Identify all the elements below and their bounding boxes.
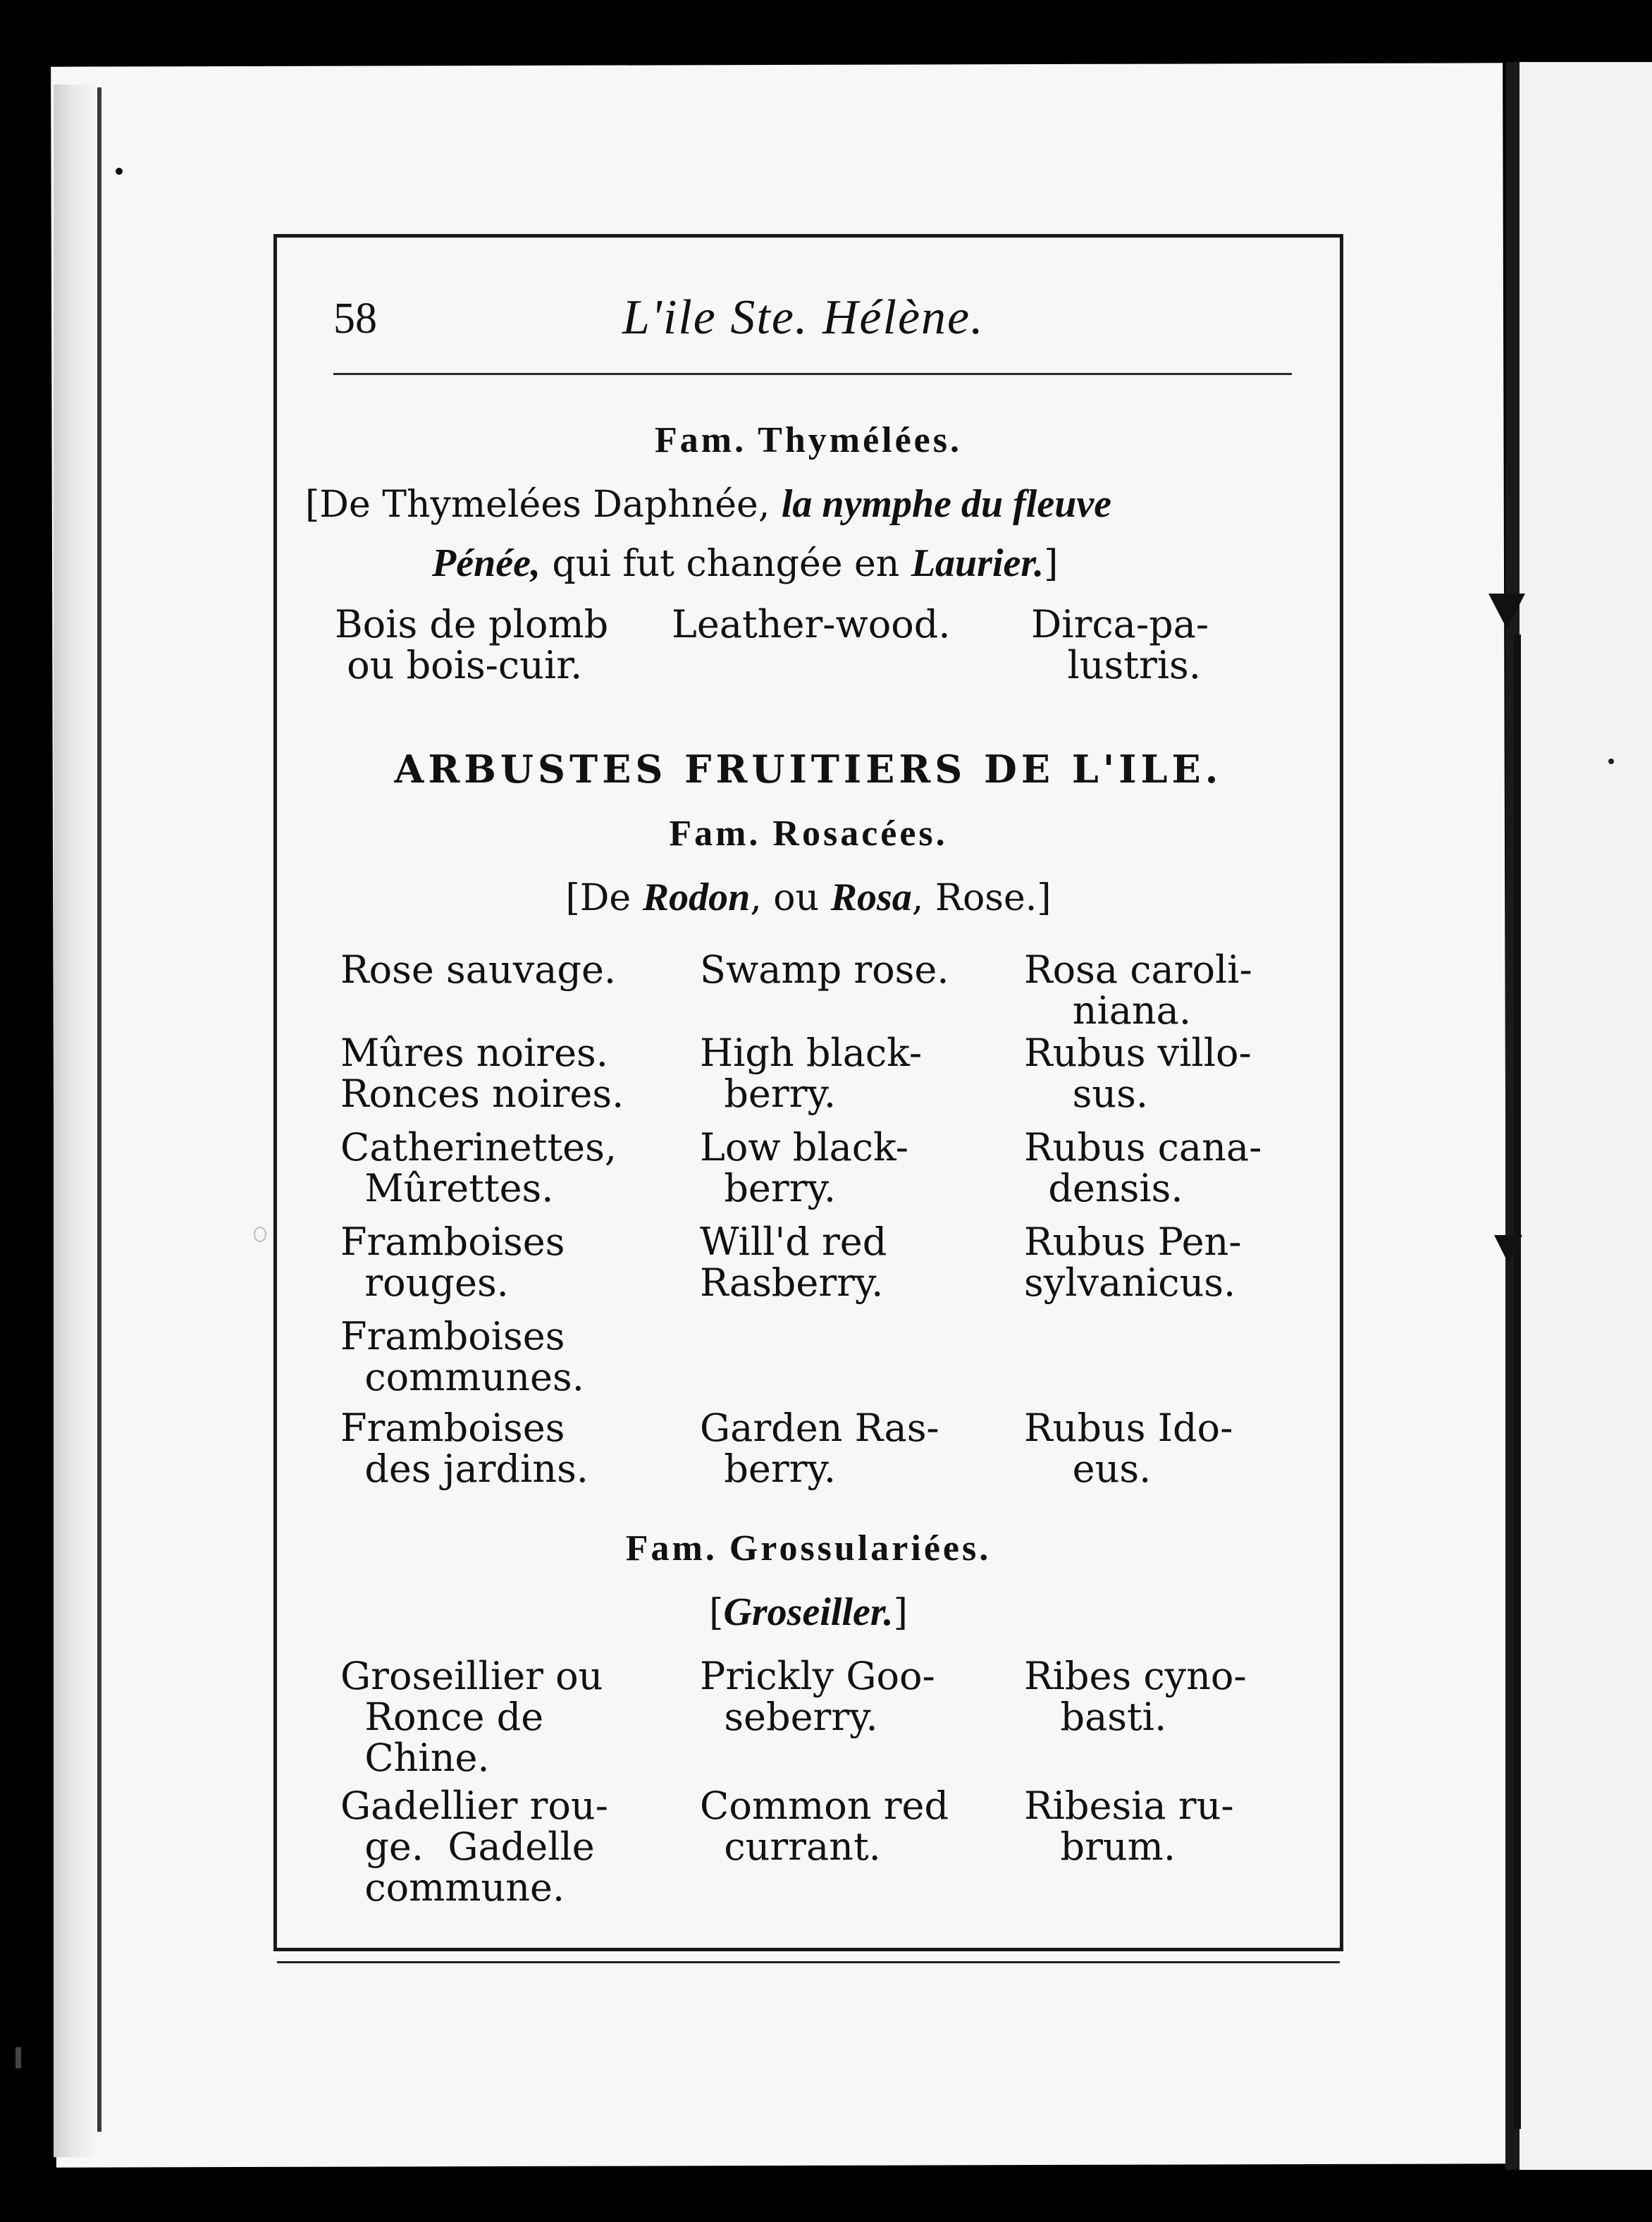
french-name: Framboises communes. [340,1314,584,1399]
english-name: Low black- berry. [700,1125,909,1210]
english-name: High black- berry. [700,1031,923,1116]
note-italic: Rodon [642,876,751,919]
ink-speck [116,168,123,175]
etymology-note-line-2 [432,541,1495,586]
scan-edge-mark [16,2047,21,2068]
text-block-frame [273,234,1343,1951]
latin-name: Ribes cyno- basti. [1024,1654,1247,1739]
running-head [333,290,1320,350]
french-name: Framboises des jardins. [340,1406,588,1491]
page-edge-line [97,87,101,2132]
page-curl-shadow [54,85,96,2157]
french-name: Framboises rouges. [340,1220,565,1305]
note-text: ] [893,1592,908,1634]
latin-name: Rubus Ido- eus. [1024,1406,1233,1491]
book-title: L'ile Ste. Hélène. [622,290,985,345]
latin-name: Rubus villo- sus. [1024,1031,1252,1116]
french-name: Rose sauvage. [340,947,617,992]
note-italic: la nymphe du fleuve [781,482,1112,526]
header-rule [333,373,1292,375]
binding-knot-upper [1488,594,1525,629]
note-text: [De [565,877,643,919]
section-title: ARBUSTES FRUITIERS DE L'ILE. [394,747,1223,792]
note-text: qui fut changée en [540,543,911,585]
page-content [277,238,1340,1948]
english-name: Prickly Goo- seberry. [700,1654,935,1739]
bottom-rule [277,1961,1340,1963]
french-name: Groseillier ou Ronce de Chine. [340,1654,603,1780]
family-name: Rosacées. [772,814,948,854]
ink-speck-right [1608,759,1614,764]
english-name: Leather-wood. [672,602,951,646]
family-heading-grossulariees [277,1528,1340,1569]
french-name: Gadellier rou- ge. Gadelle commune. [340,1784,608,1910]
note-text: , ou [750,877,831,919]
english-name: Swamp rose. [700,947,949,992]
note-italic: Groseiller. [723,1590,894,1634]
paper-blemish [254,1227,266,1242]
french-name: Mûres noires. Ronces noires. [340,1031,624,1116]
etymology-note [277,875,1340,920]
note-text: [De Thymelées Daphnée, [305,484,770,526]
latin-name: Rosa caroli- niana. [1024,947,1252,1033]
latin-name: Dirca-pa- lustris. [1031,602,1209,687]
etymology-note [277,1590,1340,1635]
french-name: Bois de plomb ou bois-cuir. [335,602,609,687]
note-italic: Pénée, [432,541,541,585]
binding-knot-lower [1494,1235,1522,1263]
note-text: , Rose.] [911,877,1052,919]
family-heading-thymelees [277,419,1340,461]
french-name: Catherinettes, Mûrettes. [340,1125,617,1210]
latin-name: Rubus cana- densis. [1024,1125,1262,1210]
note-italic: Rosa [830,876,912,919]
page-number: 58 [333,295,377,343]
binding-thread [1514,634,1521,2129]
latin-name: Rubus Pen- sylvanicus. [1024,1220,1242,1305]
right-page-edge [1505,62,1652,2170]
english-name: Common red currant. [700,1784,949,1869]
family-name: Thymélées. [758,420,962,460]
etymology-note-line-1 [305,481,1368,527]
english-name: Will'd red Rasberry. [700,1220,887,1305]
latin-name: Ribesia ru- brum. [1024,1784,1234,1869]
family-name: Grossulariées. [729,1528,992,1569]
note-text: ] [1044,543,1059,585]
family-heading-rosacees [277,813,1340,854]
family-prefix: Fam. [669,814,761,854]
family-prefix: Fam. [625,1528,717,1569]
family-prefix: Fam. [655,420,747,460]
note-text: [ [709,1592,724,1634]
note-italic: Laurier. [911,541,1044,585]
english-name: Garden Ras- berry. [700,1406,939,1491]
